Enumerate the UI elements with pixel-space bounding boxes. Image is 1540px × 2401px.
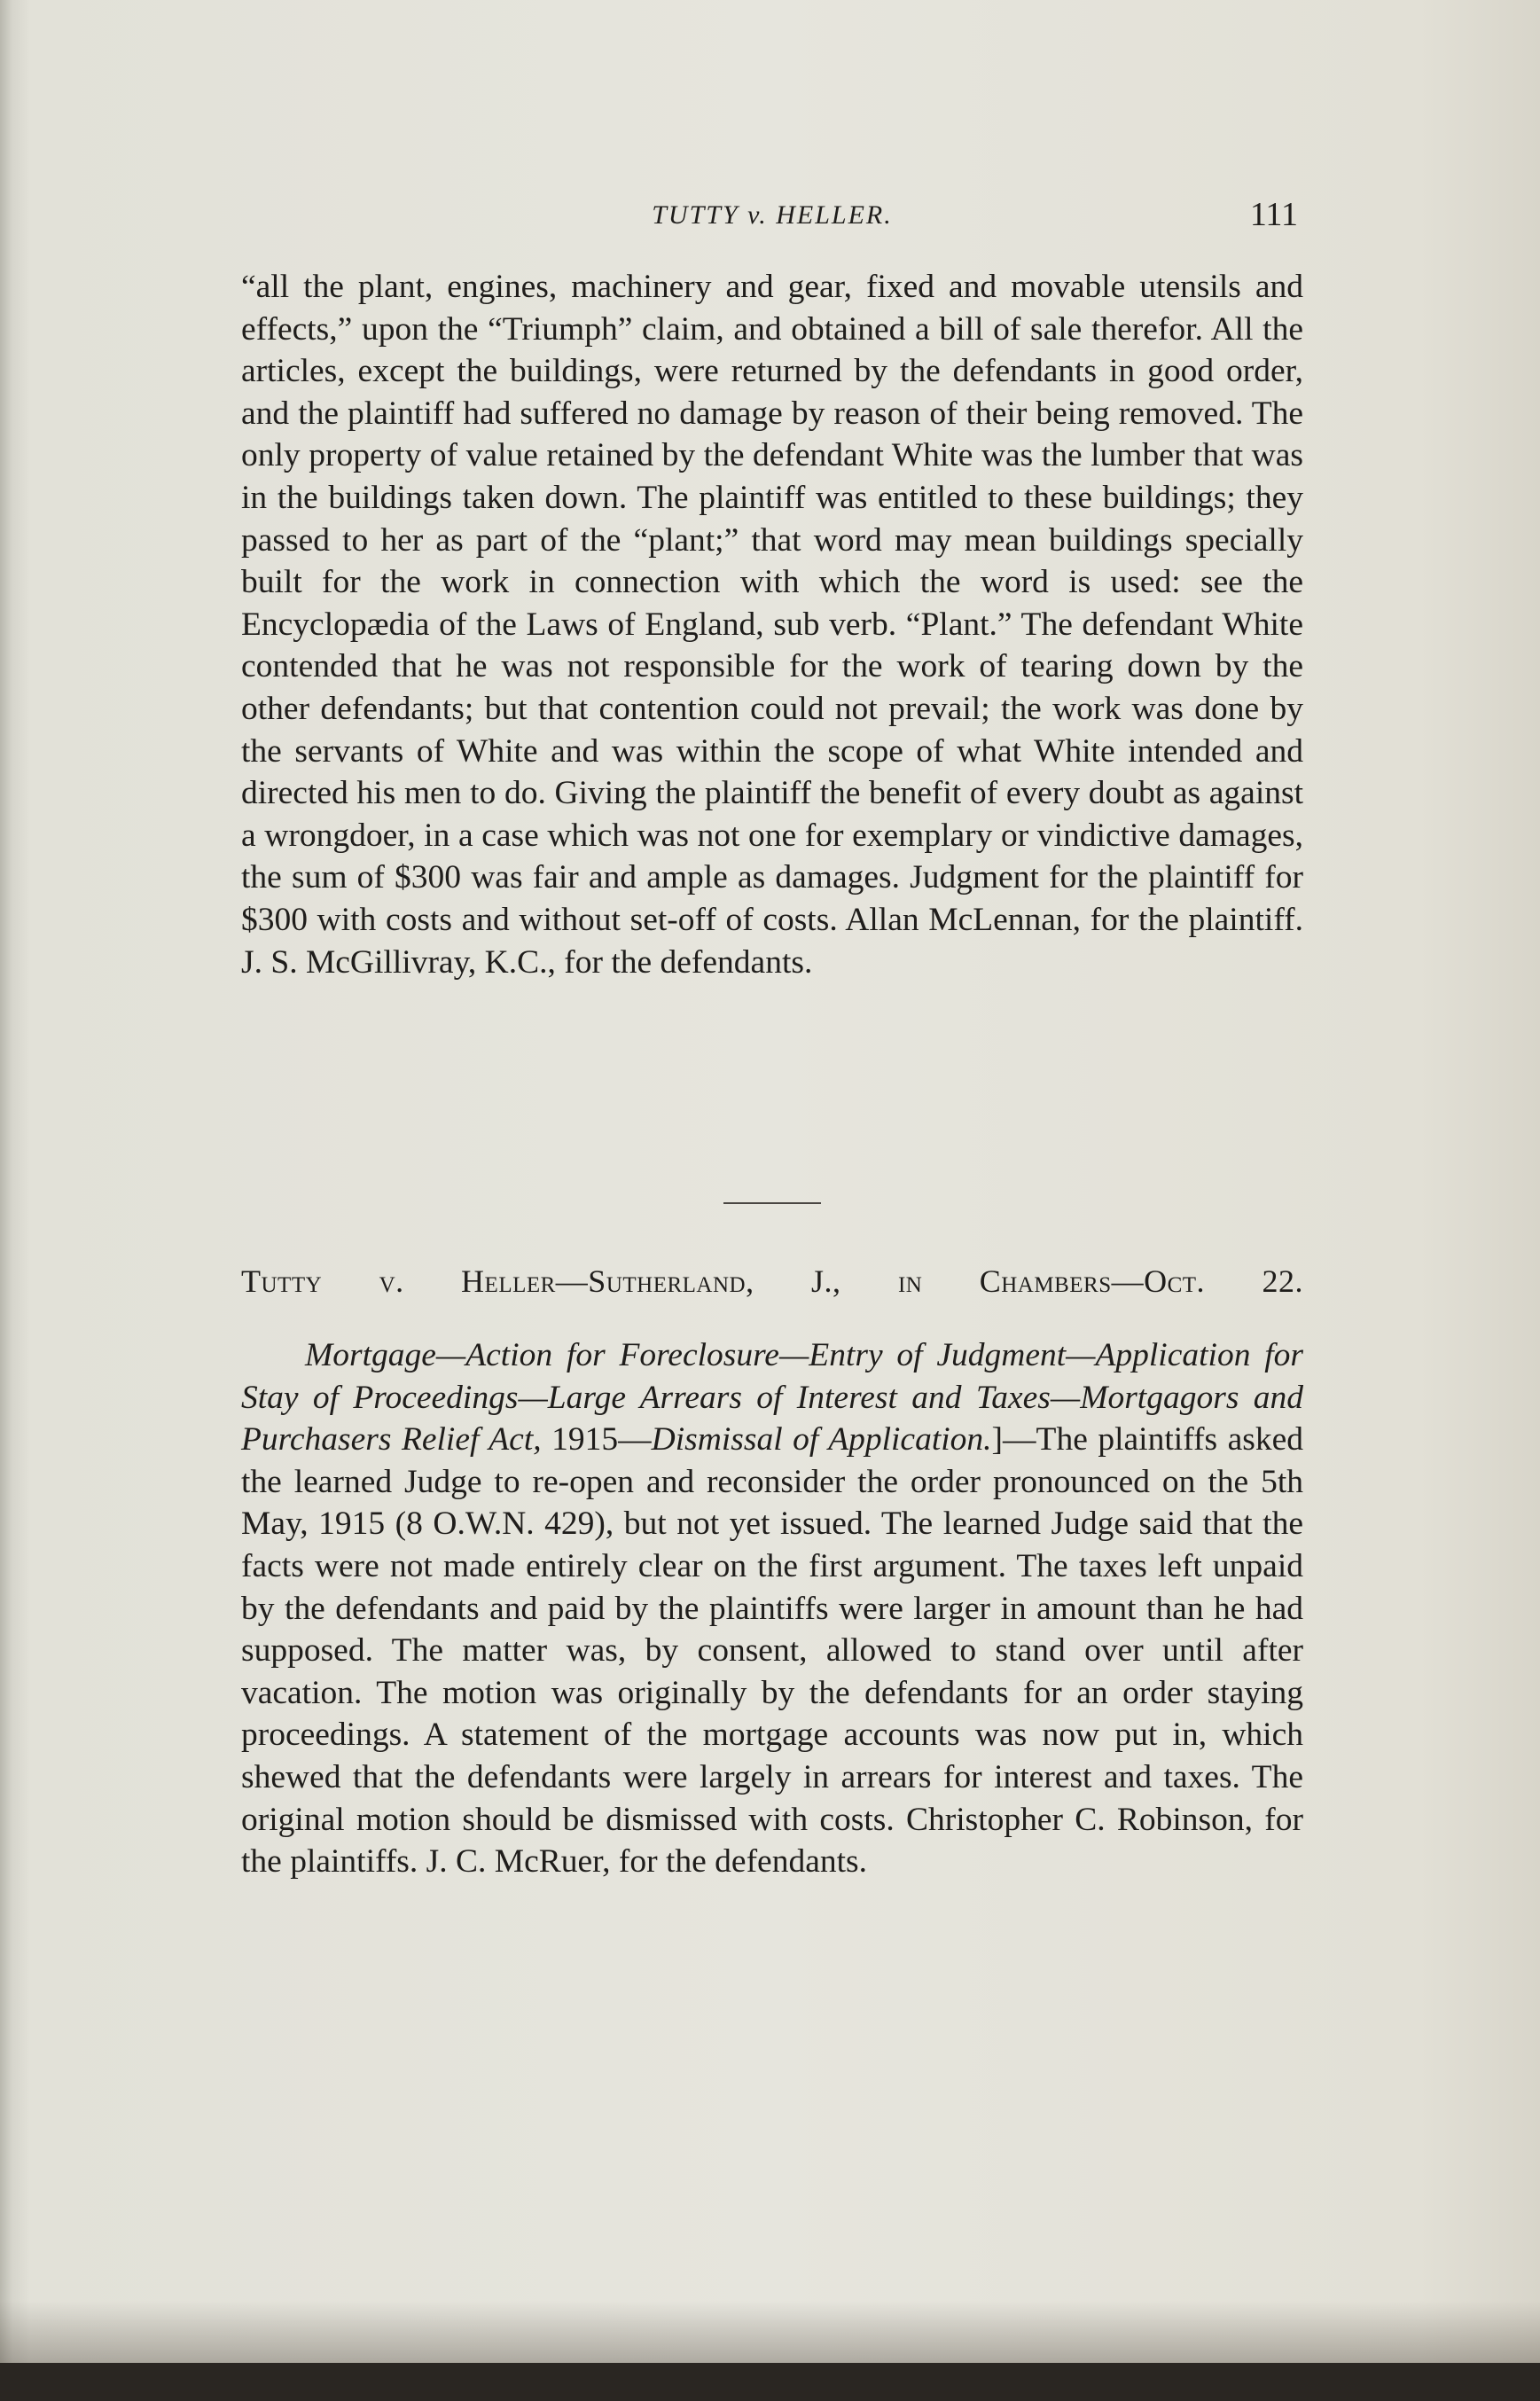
page-number: 111: [1249, 196, 1298, 233]
section-divider: [723, 1202, 821, 1204]
headnote-paragraph: [241, 1334, 1303, 1883]
running-head: [241, 193, 1303, 238]
case-summary: ]—The plaintiffs asked the learned Judge to re-open and reconsider the order pronounced on the 5th May, 1915 (8 O.W.N. 429), but not yet issued. The learned Judge said that the facts were not made entirely clear on the first argument. The taxes left unpaid by the defendants and paid by the plaintiffs were larger in amount than he had supposed. The matter was, by consent, allowed to stand over until after vacation. The motion was originally by the defendants for an order staying proceedings. A statement of the mortgage accounts was now put in, which shewed that the defendants were largely in arrears for interest and taxes. The original motion should be dismissed with costs. Christopher C. Robinson, for the plaintiffs. J. C. McRuer, for the defendants.: [241, 1421, 1304, 1881]
judgment-paragraph: “all the plant, engines, machinery and gear, fixed and movable utensils and effects,” upon the “Triumph” claim, and obtained a bill of sale therefor. All the articles, except the buildings, were returned by the defendants in good order, and the plaintiff had suffered no damage by reason of their being removed. The only property of value retained by the defendant White was the lumber that was in the buildings taken down. The plaintiff was entitled to these buildings; they passed to her as part of the “plant;” that word may mean buildings specially built for the work in connection with which the word is used: see the Encyclopædia of the Laws of England, sub verb. “Plant.” The defendant White contended that he was not responsible for the work of tearing down by the other defendants; but that contention could not prevail; the work was done by the servants of White and was within the scope of what White intended and directed his men to do. Giving the plaintiff the benefit of every doubt as against a wrongdoer, in a case which was not one for exemplary or vindictive damages, the sum of $300 was fair and ample as damages. Judgment for the plaintiff for $300 with costs and without set-off of costs. Allan McLennan, for the plaintiff. J. S. McGillivray, K.C., for the defendants.: [241, 269, 1303, 981]
headnote-catchwords-end: Dismissal of Application.: [651, 1421, 992, 1459]
running-title: TUTTY v. HELLER.: [652, 200, 893, 230]
headnote-year: 1915—: [541, 1421, 652, 1459]
case-heading: Tutty v. Heller—Sutherland, J., in Chambers—Oct. 22.: [241, 1263, 1303, 1299]
headnote-catchwords: Mortgage—Action for Foreclosure—Entry of Judgment—Application for Stay of Proceedings—Large Arrears of Interest and Taxes—Mortgagors and Purchasers Relief Act,: [241, 1337, 1303, 1459]
